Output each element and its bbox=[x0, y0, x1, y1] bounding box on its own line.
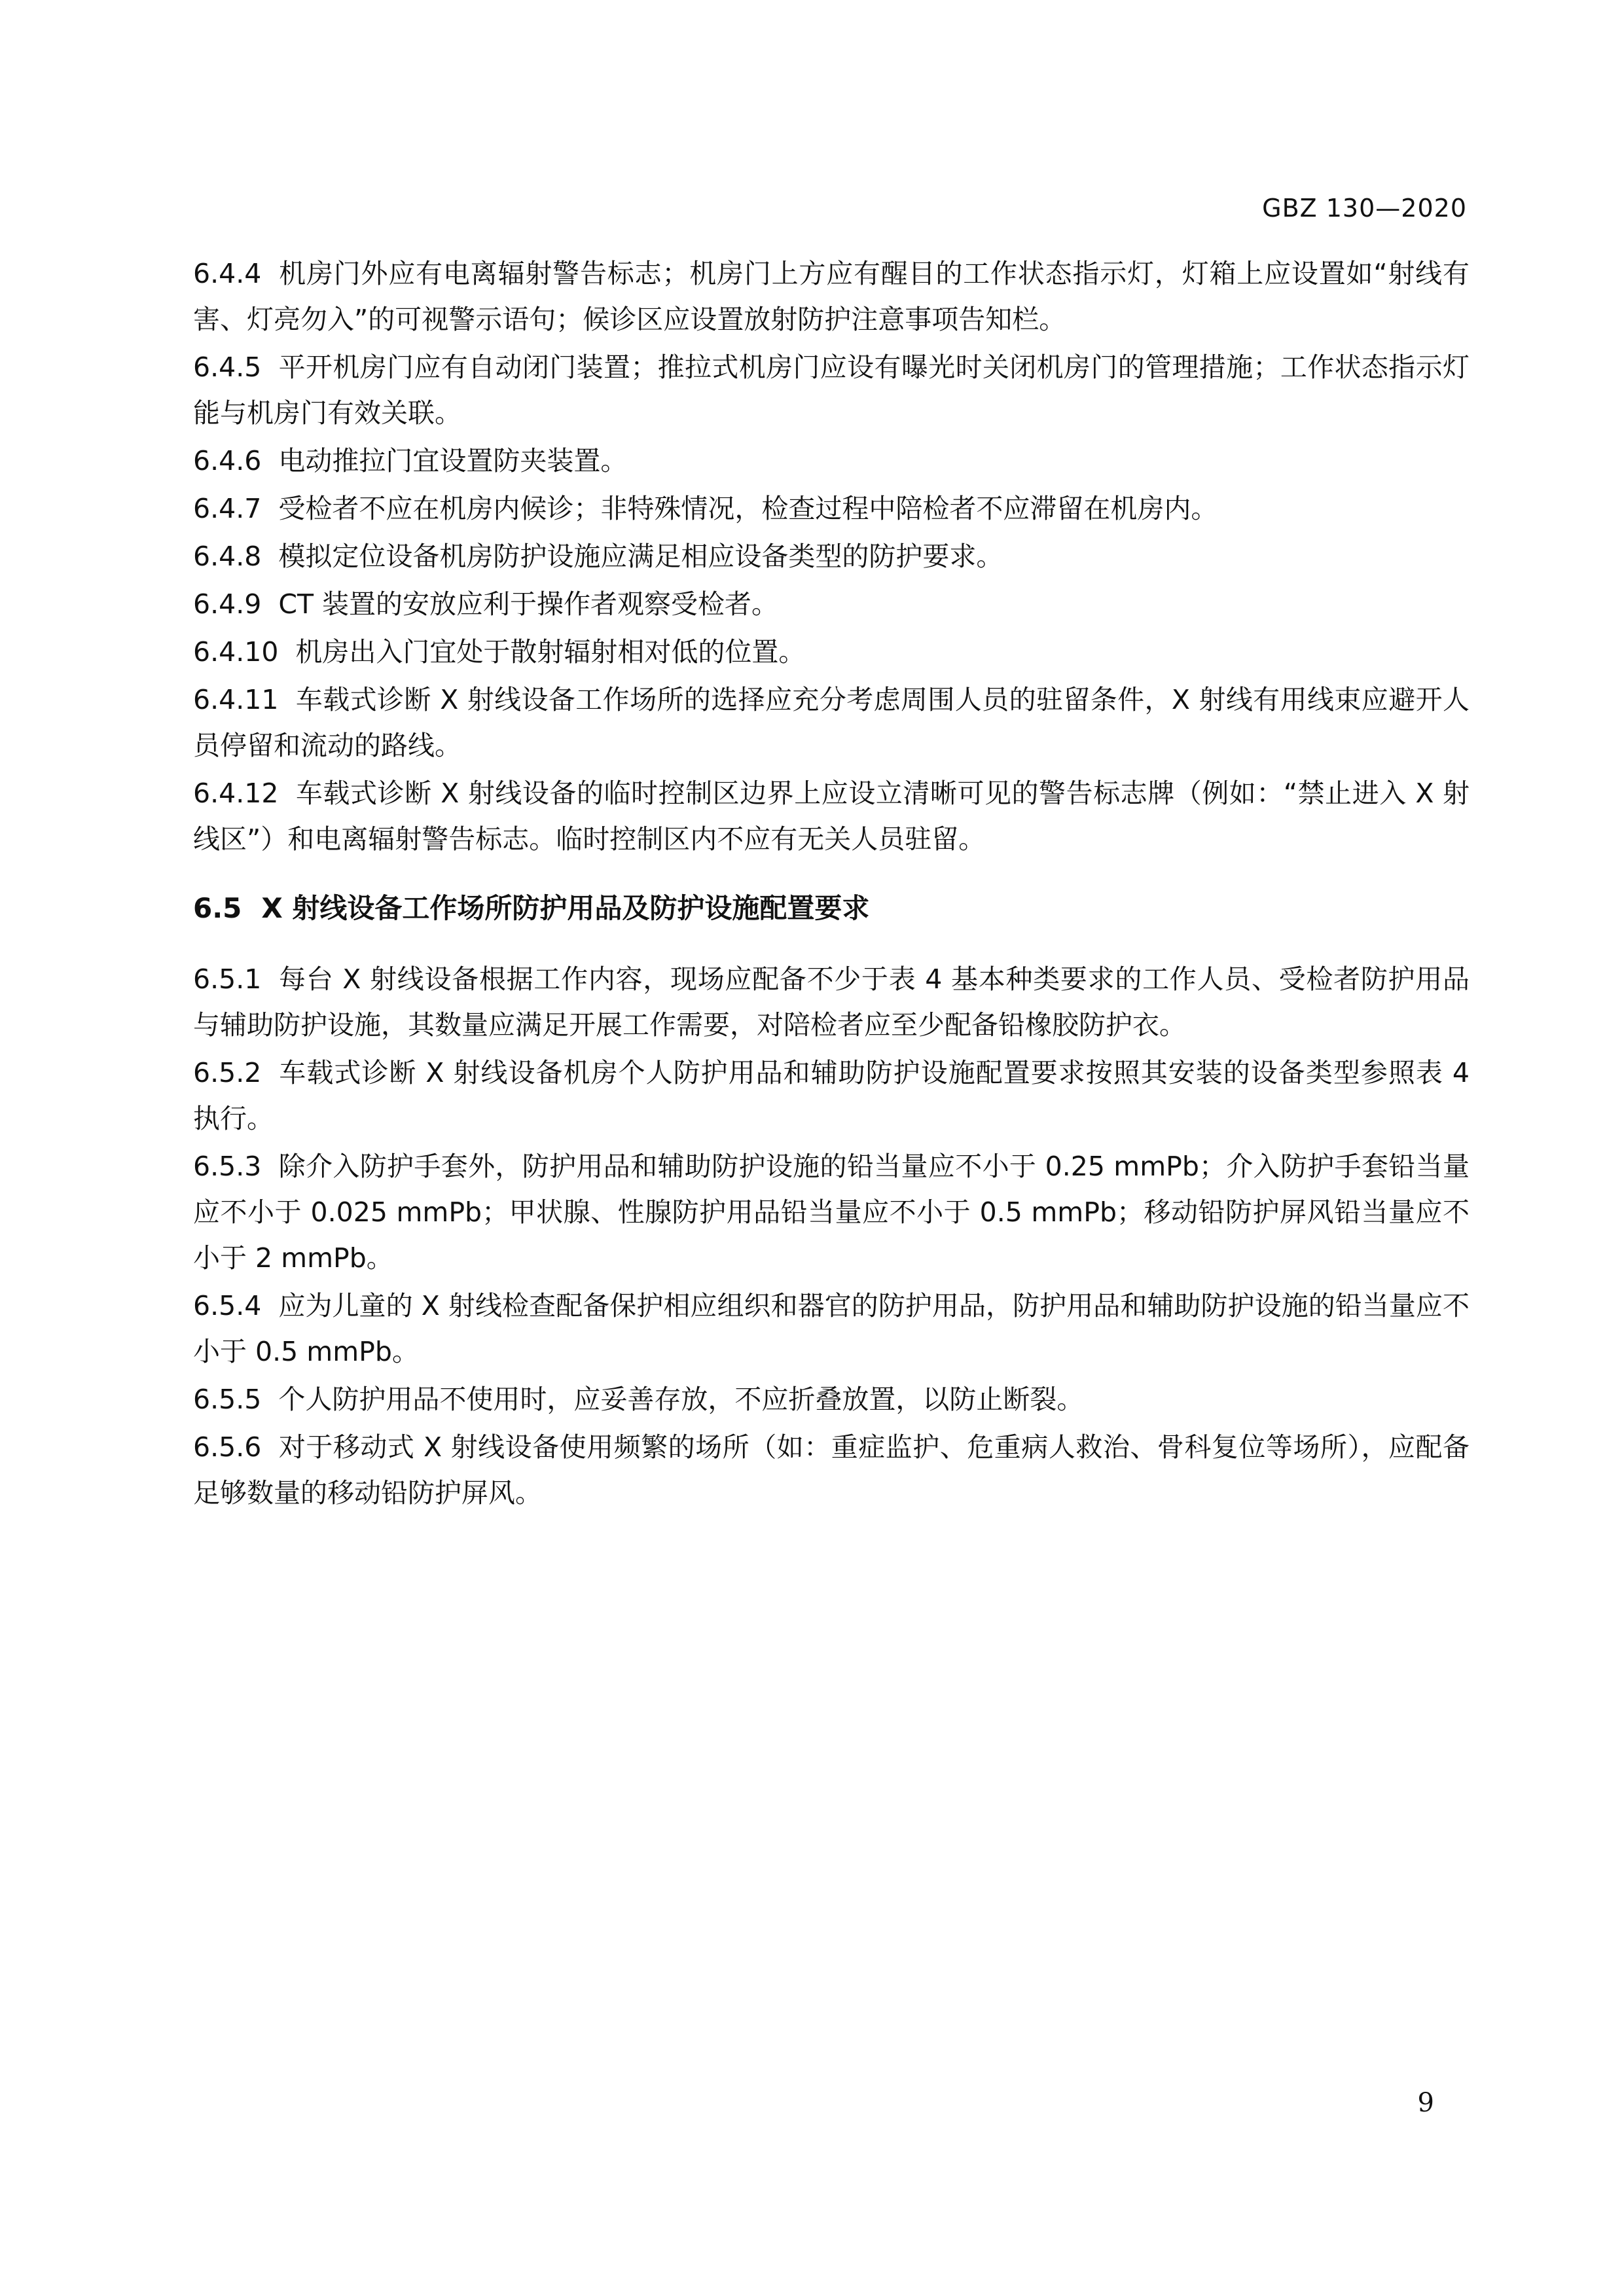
clause-number: 6.4.12 bbox=[193, 778, 279, 809]
clause-number: 6.4.11 bbox=[193, 684, 279, 715]
clause-6-4-10 bbox=[193, 629, 1470, 675]
clause-text: CT 装置的安放应利于操作者观察受检者。 bbox=[278, 588, 779, 620]
clause-number: 6.5.6 bbox=[193, 1431, 262, 1463]
clause-number: 6.5.3 bbox=[193, 1151, 262, 1182]
clause-text: 对于移动式 X 射线设备使用频繁的场所（如：重症监护、危重病人救治、骨科复位等场所），应配备足够数量的移动铅防护屏风。 bbox=[193, 1431, 1470, 1509]
clause-6-4-8 bbox=[193, 533, 1470, 579]
clause-number: 6.4.10 bbox=[193, 636, 279, 668]
clause-6-4-5 bbox=[193, 344, 1470, 436]
clause-6-5-2 bbox=[193, 1050, 1470, 1141]
clause-6-5-6 bbox=[193, 1424, 1470, 1516]
clause-6-4-9 bbox=[193, 581, 1470, 627]
clause-text: 模拟定位设备机房防护设施应满足相应设备类型的防护要求。 bbox=[278, 541, 1003, 572]
clause-text: 电动推拉门宜设置防夹装置。 bbox=[278, 445, 628, 476]
clause-text: 车载式诊断 X 射线设备工作场所的选择应充分考虑周围人员的驻留条件，X 射线有用线束应避开人员停留和流动的路线。 bbox=[193, 684, 1470, 761]
clause-text: 每台 X 射线设备根据工作内容，现场应配备不少于表 4 基本种类要求的工作人员、受检者防护用品与辅助防护设施，其数量应满足开展工作需要，对陪检者应至少配备铅橡胶防护衣。 bbox=[193, 963, 1470, 1041]
clause-6-5-5 bbox=[193, 1376, 1470, 1422]
clause-number: 6.4.5 bbox=[193, 351, 262, 383]
clause-6-4-11 bbox=[193, 677, 1470, 768]
standard-code: GBZ 130—2020 bbox=[1262, 194, 1467, 223]
clause-6-4-12 bbox=[193, 770, 1470, 862]
clause-text: 车载式诊断 X 射线设备的临时控制区边界上应设立清晰可见的警告标志牌（例如：“禁止进入 X 射线区”）和电离辐射警告标志。临时控制区内不应有无关人员驻留。 bbox=[193, 778, 1470, 855]
clause-number: 6.5.1 bbox=[193, 963, 262, 995]
clause-text: 受检者不应在机房内候诊；非特殊情况，检查过程中陪检者不应滞留在机房内。 bbox=[278, 493, 1218, 524]
clause-6-5-1 bbox=[193, 956, 1470, 1048]
clause-number: 6.4.4 bbox=[193, 258, 262, 289]
clause-6-5-3 bbox=[193, 1143, 1470, 1281]
clause-text: 平开机房门应有自动闭门装置；推拉式机房门应设有曝光时关闭机房门的管理措施；工作状态指示灯能与机房门有效关联。 bbox=[193, 351, 1470, 429]
clause-text: 除介入防护手套外，防护用品和辅助防护设施的铅当量应不小于 0.25 mmPb；介入防护手套铅当量应不小于 0.025 mmPb；甲状腺、性腺防护用品铅当量应不小于 0.5 mmPb；移动铅防护屏风铅当量应不小于 2 mmPb。 bbox=[193, 1151, 1470, 1274]
section-heading-6-5 bbox=[193, 886, 1470, 931]
clause-text: 机房出入门宜处于散射辐射相对低的位置。 bbox=[295, 636, 806, 668]
clause-6-4-7 bbox=[193, 486, 1470, 531]
clause-number: 6.5.4 bbox=[193, 1290, 262, 1321]
clause-number: 6.4.9 bbox=[193, 588, 262, 620]
clause-text: 车载式诊断 X 射线设备机房个人防护用品和辅助防护设施配置要求按照其安装的设备类型参照表 4 执行。 bbox=[193, 1057, 1470, 1134]
clause-6-4-4 bbox=[193, 251, 1470, 342]
clause-number: 6.5.5 bbox=[193, 1384, 262, 1415]
clause-number: 6.5.2 bbox=[193, 1057, 262, 1088]
page-number: 9 bbox=[1417, 2088, 1434, 2118]
section-number: 6.5 bbox=[193, 892, 242, 924]
clause-6-4-6 bbox=[193, 438, 1470, 484]
clause-number: 6.4.7 bbox=[193, 493, 262, 524]
clause-text: 机房门外应有电离辐射警告标志；机房门上方应有醒目的工作状态指示灯，灯箱上应设置如“射线有害、灯亮勿入”的可视警示语句；候诊区应设置放射防护注意事项告知栏。 bbox=[193, 258, 1470, 335]
clause-6-5-4 bbox=[193, 1283, 1470, 1374]
clause-number: 6.4.6 bbox=[193, 445, 262, 476]
clause-text: 应为儿童的 X 射线检查配备保护相应组织和器官的防护用品，防护用品和辅助防护设施的铅当量应不小于 0.5 mmPb。 bbox=[193, 1290, 1470, 1367]
clause-text: 个人防护用品不使用时，应妥善存放，不应折叠放置，以防止断裂。 bbox=[278, 1384, 1084, 1415]
clause-number: 6.4.8 bbox=[193, 541, 262, 572]
document-body bbox=[193, 251, 1470, 1518]
section-title: X 射线设备工作场所防护用品及防护设施配置要求 bbox=[261, 892, 870, 924]
